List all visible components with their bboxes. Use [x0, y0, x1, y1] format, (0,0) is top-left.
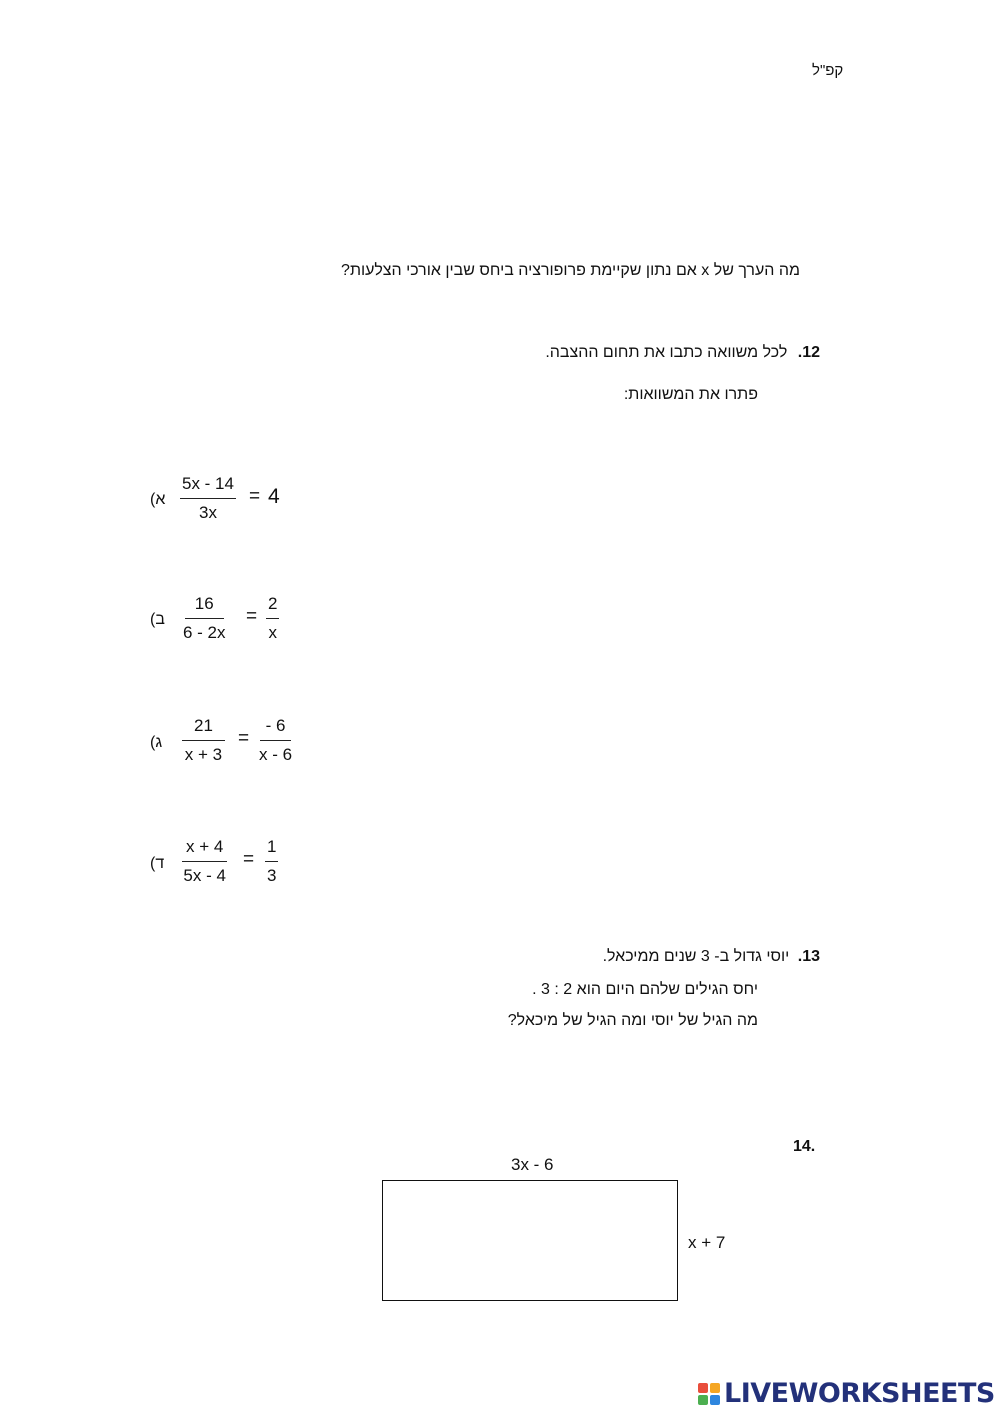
question-13-line1: יוסי גדול ב- 3 שנים ממיכאל.	[602, 948, 790, 965]
logo-square	[710, 1383, 720, 1393]
equation-label-d: ד)	[150, 855, 165, 872]
fraction-d-left	[182, 837, 227, 886]
equation-a-right-value: 4	[268, 485, 280, 508]
equation-label-a: א)	[150, 491, 166, 508]
numerator: - 6	[260, 716, 292, 741]
logo-square	[710, 1395, 720, 1405]
question-12-instruction: פתרו את המשוואות:	[623, 386, 758, 403]
question-11-text: מה הערך של x אם נתון שקיימת פרופורציה ביחס שבין אורכי הצלעות?	[341, 262, 800, 279]
equals-sign: =	[246, 606, 258, 627]
question-12-text: לכל משוואה כתבו את תחום ההצבה.	[545, 344, 788, 361]
fraction-a-left	[180, 474, 236, 523]
numerator: 5x - 14	[180, 474, 236, 499]
equals-sign: =	[249, 486, 261, 507]
question-number: 12.	[797, 344, 820, 361]
numerator: 21	[182, 716, 225, 741]
numerator: 2	[266, 594, 279, 619]
denominator: x - 6	[259, 745, 293, 764]
numerator: x + 4	[182, 837, 227, 862]
rectangle-figure	[382, 1180, 678, 1301]
logo-square	[698, 1383, 708, 1393]
denominator: x	[268, 623, 277, 642]
logo-text: LIVEWORKSHEETS	[724, 1378, 995, 1409]
question-13-line2: יחס הגילים שלהם היום הוא 2 : 3 .	[532, 981, 758, 998]
equals-sign: =	[238, 728, 250, 749]
corner-label: קפ"ל	[812, 62, 844, 79]
question-13-line3: מה הגיל של יוסי ומה הגיל של מיכאל?	[507, 1012, 758, 1029]
equation-label-c: ג)	[150, 734, 163, 751]
liveworksheets-logo	[698, 1378, 995, 1409]
logo-square	[698, 1395, 708, 1405]
rectangle-top-label: 3x - 6	[511, 1155, 554, 1174]
question-number: 13.	[797, 948, 820, 965]
denominator: 3x	[199, 503, 217, 522]
equals-sign: =	[243, 849, 255, 870]
fraction-d-right	[265, 837, 278, 886]
fraction-b-left	[183, 594, 226, 643]
fraction-c-right	[259, 716, 292, 765]
logo-icon	[698, 1383, 720, 1405]
question-13-header	[603, 948, 820, 966]
numerator: 1	[265, 837, 278, 862]
fraction-b-right	[266, 594, 279, 643]
denominator: x + 3	[184, 745, 223, 764]
numerator: 16	[185, 594, 224, 619]
denominator: 6 - 2x	[183, 623, 226, 642]
rectangle-side-label: x + 7	[688, 1233, 726, 1252]
equation-label-b: ב)	[150, 611, 165, 628]
fraction-c-left	[182, 716, 225, 765]
denominator: 3	[267, 866, 277, 885]
question-12-header	[545, 344, 820, 362]
question-14-number: 14.	[793, 1138, 816, 1155]
denominator: 5x - 4	[183, 866, 226, 885]
